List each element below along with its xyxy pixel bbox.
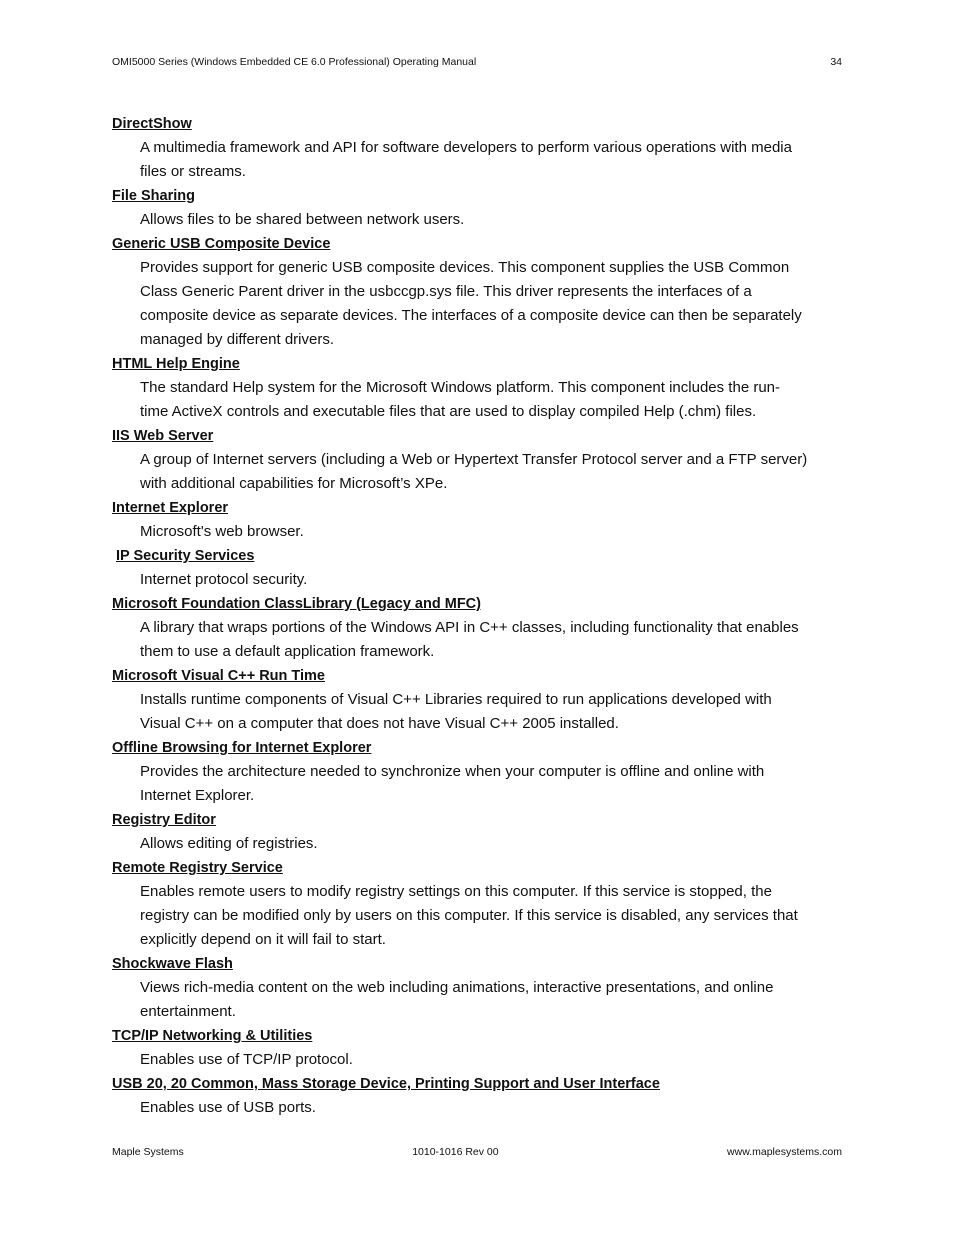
- component-term: Registry Editor: [112, 812, 216, 828]
- component-description-line: Views rich-media content on the web including animations, interactive presentations, and online: [140, 979, 774, 996]
- component-description-line: Class Generic Parent driver in the usbccgp.sys file. This driver represents the interfaces of a: [140, 283, 752, 300]
- component-term: Internet Explorer: [112, 500, 229, 516]
- component-description-line: Microsoft's web browser.: [140, 523, 304, 540]
- component-entry: [112, 592, 852, 664]
- component-term: IIS Web Server: [112, 428, 214, 444]
- component-description-line: time ActiveX controls and executable files that are used to display compiled Help (.chm) files.: [140, 403, 757, 420]
- component-term: IP Security Services: [116, 548, 255, 564]
- component-entry: [112, 496, 852, 544]
- page-number: 34: [830, 56, 842, 68]
- component-description-line: A multimedia framework and API for software developers to perform various operations with media: [140, 139, 792, 156]
- component-description-line: A group of Internet servers (including a Web or Hypertext Transfer Protocol server and a FTP server): [140, 451, 808, 468]
- component-description-line: registry can be modified only by users on this computer. If this service is disabled, any services that: [140, 907, 798, 924]
- page-footer: [112, 1146, 842, 1158]
- component-description-line: The standard Help system for the Microsoft Windows platform. This component includes the run-: [140, 379, 780, 396]
- footer-website: www.maplesystems.com: [727, 1146, 842, 1158]
- component-entry: [112, 1072, 852, 1120]
- component-description-line: Enables use of TCP/IP protocol.: [140, 1051, 353, 1068]
- component-term: Remote Registry Service: [112, 860, 283, 876]
- component-entry: [112, 424, 852, 496]
- component-term: USB 20, 20 Common, Mass Storage Device, Printing Support and User Interface: [112, 1076, 660, 1092]
- component-description-line: Internet protocol security.: [140, 571, 308, 588]
- component-term: Microsoft Foundation ClassLibrary (Legacy and MFC): [112, 596, 481, 612]
- component-description-line: A library that wraps portions of the Windows API in C++ classes, including functionality that enables: [140, 619, 799, 636]
- component-description-line: Allows editing of registries.: [140, 835, 318, 852]
- component-entry: [112, 184, 852, 232]
- component-description-line: Provides the architecture needed to synchronize when your computer is offline and online with: [140, 763, 765, 780]
- component-entry: [112, 232, 852, 352]
- component-entry: [112, 736, 852, 808]
- component-description-line: Provides support for generic USB composite devices. This component supplies the USB Common: [140, 259, 790, 276]
- component-description-line: files or streams.: [140, 163, 246, 180]
- component-term: Offline Browsing for Internet Explorer: [112, 740, 372, 756]
- component-description-line: Visual C++ on a computer that does not have Visual C++ 2005 installed.: [140, 715, 619, 732]
- component-term: Microsoft Visual C++ Run Time: [112, 668, 325, 684]
- component-entry: [112, 352, 852, 424]
- footer-company: Maple Systems: [112, 1146, 184, 1158]
- component-description-line: Allows files to be shared between network users.: [140, 211, 465, 228]
- page-header: [112, 56, 842, 68]
- component-description-line: Internet Explorer.: [140, 787, 255, 804]
- component-entry: [112, 808, 852, 856]
- component-description-line: them to use a default application framework.: [140, 643, 435, 660]
- component-entry: [112, 1024, 852, 1072]
- component-term: TCP/IP Networking & Utilities: [112, 1028, 313, 1044]
- component-description-line: Enables remote users to modify registry settings on this computer. If this service is stopped, the: [140, 883, 772, 900]
- component-description-line: explicitly depend on it will fail to start.: [140, 931, 386, 948]
- manual-title: OMI5000 Series (Windows Embedded CE 6.0 Professional) Operating Manual: [112, 56, 477, 68]
- component-term: Shockwave Flash: [112, 956, 233, 972]
- component-term: DirectShow: [112, 116, 192, 132]
- component-description-line: with additional capabilities for Microsoft’s XPe.: [140, 475, 448, 492]
- component-list: [112, 112, 852, 1120]
- component-term: File Sharing: [112, 188, 195, 204]
- component-term: HTML Help Engine: [112, 356, 240, 372]
- component-entry: [112, 952, 852, 1024]
- component-entry: [112, 544, 852, 592]
- component-entry: [112, 856, 852, 952]
- component-description-line: Enables use of USB ports.: [140, 1099, 316, 1116]
- component-entry: [112, 112, 852, 184]
- component-description-line: managed by different drivers.: [140, 331, 334, 348]
- component-entry: [112, 664, 852, 736]
- footer-doc-number: 1010-1016 Rev 00: [412, 1146, 499, 1158]
- component-description-line: entertainment.: [140, 1003, 236, 1020]
- component-term: Generic USB Composite Device: [112, 236, 331, 252]
- component-description-line: composite device as separate devices. The interfaces of a composite device can then be separately: [140, 307, 802, 324]
- component-description-line: Installs runtime components of Visual C++ Libraries required to run applications developed with: [140, 691, 772, 708]
